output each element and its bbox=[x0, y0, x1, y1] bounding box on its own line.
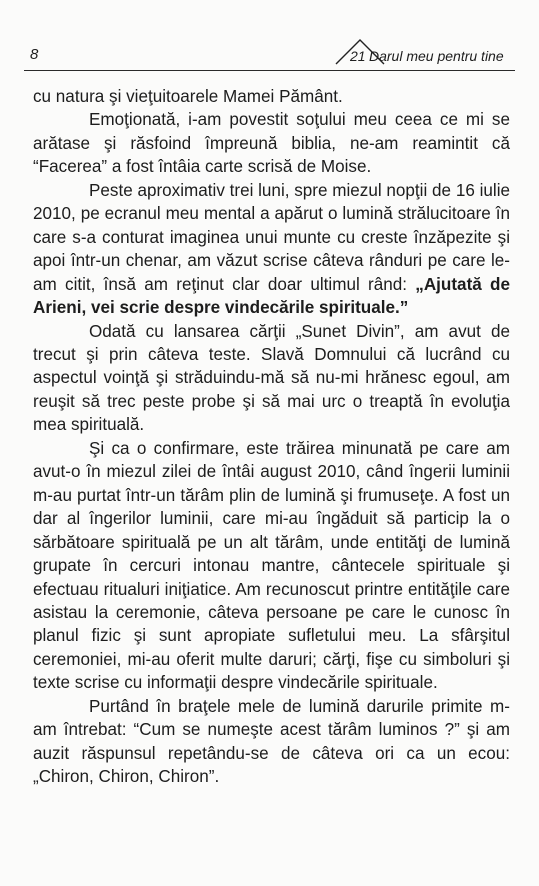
paragraph-4-text: Odată cu lansarea cărţii „Sunet Divin”, am avut de trecut şi prin câteva teste. Slavă Domnului că lucrând cu aspectul voinţă şi străduindu-mă să nu-mi hrănesc egoul, am reuşit să trec peste probe şi să mai urc o treaptă în evoluţia mea spirituală. bbox=[33, 321, 510, 435]
page-header bbox=[24, 40, 515, 71]
page-number: 8 bbox=[30, 46, 39, 63]
paragraph-4 bbox=[33, 320, 510, 437]
paragraph-5-text: Şi ca o confirmare, este trăirea minunată pe care am avut-o în miezul zilei de întâi august 2010, când îngerii luminii m-au purtat într-un tărâm plin de lumină şi frumuseţe. A fost un dar al îngerilor luminii, care mi-au îngăduit să particip la o sărbătoare spirituală pe un alt tărâm, unde entităţi de lumină grupate în cercuri intonau mantre, cântecele spirituale şi efectuau ritualuri iniţiatice. Am recunoscut printre entităţile care asistau la ceremonie, câteva persoane pe care le cunosc în planul fizic şi sunt apropiate sufletului meu. La sfârşitul ceremoniei, mi-au oferit multe daruri; cărţi, fişe cu simboluri şi texte scrise cu informaţii despre vindecările spirituale. bbox=[33, 438, 510, 693]
paragraph-6-text: Purtând în braţele mele de lumină darurile primite m-am întrebat: “Cum se numeşte acest tărâm luminos ?” şi am auzit răspunsul repetându-se de câteva ori ca un ecou: „Chiron, Chiron, Chiron”. bbox=[33, 696, 510, 787]
paragraph-2 bbox=[33, 108, 510, 178]
body-text bbox=[33, 85, 510, 789]
paragraph-3 bbox=[33, 179, 510, 320]
logo-number: 21 bbox=[350, 48, 366, 64]
paragraph-5 bbox=[33, 437, 510, 695]
paragraph-1 bbox=[33, 85, 510, 108]
running-title: Darul meu pentru tine bbox=[369, 48, 504, 64]
paragraph-1-text: cu natura şi vieţuitoarele Mamei Pământ. bbox=[33, 87, 343, 106]
paragraph-6 bbox=[33, 695, 510, 789]
paragraph-3-text: Peste aproximativ trei luni, spre miezul nopţii de 16 iulie 2010, pe ecranul meu mental a apărut o lumină strălucitoare în care s-a conturat imaginea unui munte cu creste înzăpezite şi apoi într-un chenar, am văzut scrise câteva rânduri pe care le-am citit, însă am reţinut clar doar ultimul rând: bbox=[33, 180, 510, 294]
paragraph-3-bold-message: „Ajutată de Arieni, vei scrie despre vindecările spirituale.” bbox=[33, 274, 510, 318]
paragraph-2-text: Emoţionată, i-am povestit soţului meu ceea ce mi se arătase şi răsfoind împreună biblia, ne-am reamintit că “Facerea” a fost întâia carte scrisă de Moise. bbox=[33, 110, 510, 177]
